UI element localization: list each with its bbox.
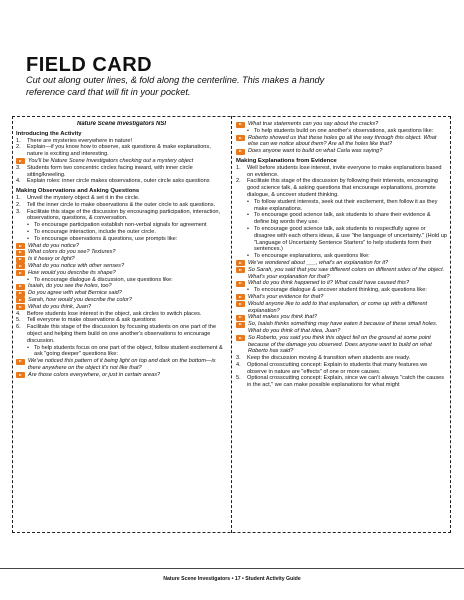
field-card-right-panel — [236, 121, 447, 389]
page-title: FIELD CARD — [26, 54, 153, 76]
step-number: 2. — [16, 201, 21, 208]
step-text: Before students lose interest in the object, ask circles to switch places. — [27, 310, 202, 317]
numbered-step — [16, 209, 227, 223]
bullet-item — [16, 345, 227, 359]
bullet-text: To follow student interests, seek out their excitement, then follow it as they make explanations. — [254, 198, 438, 212]
prompt-question — [236, 121, 447, 128]
step-text: Tell everyone to make observations & ask questions — [27, 317, 156, 324]
prompt-text: We've noticed this pattern of it being light on top and dark on the bottom—is there anywhere on the object it's not like that? — [28, 358, 216, 371]
bullet-item — [236, 226, 447, 253]
bullet-icon: • — [27, 276, 29, 283]
prompt-text: What true statements can you say about the cracks? — [248, 121, 379, 127]
speech-prompt-icon — [16, 263, 25, 269]
bullet-text: To encourage explanations, ask questions like: — [254, 253, 370, 260]
numbered-step — [16, 324, 227, 344]
numbered-step — [16, 144, 227, 158]
numbered-step — [236, 165, 447, 179]
prompt-text: What do you think happened to it? What could have caused this? — [248, 280, 410, 287]
field-card-left-panel — [16, 121, 227, 378]
step-text: Tell the inner circle to make observations & the outer circle to ask questions. — [27, 201, 216, 208]
prompt-text: What makes you think that? — [248, 314, 318, 321]
step-number: 6. — [16, 324, 21, 331]
step-text: Explain roles: inner circle makes observations, outer circle asks questions — [27, 178, 210, 185]
prompt-text: So Roberto, you said you think this object fell on the ground at some point because of the damage you observed. Does anyone want to build on what Roberto has said? — [248, 334, 432, 355]
bullet-item — [16, 229, 227, 236]
bullet-text: To help students focus on one part of the object, follow student excitement & ask "going deeper" questions like: — [34, 344, 223, 358]
speech-prompt-icon — [16, 270, 25, 276]
step-number: 2. — [236, 178, 241, 185]
prompt-question — [16, 263, 227, 270]
prompt-text: What's your evidence for that? — [248, 293, 324, 300]
prompt-text: We've wondered about ___, what's an explanation for it? — [248, 259, 389, 266]
section-heading: Making Explanations from Evidence — [236, 157, 337, 164]
prompt-question — [16, 290, 227, 297]
section-heading: Introducing the Activity — [16, 130, 82, 137]
prompt-text: Sarah, how would you describe the color? — [28, 296, 132, 303]
numbered-step — [236, 362, 447, 376]
bullet-icon: • — [247, 253, 249, 260]
bullet-icon: • — [27, 235, 29, 242]
speech-prompt-icon — [16, 158, 25, 164]
speech-prompt-icon — [236, 149, 245, 155]
bullet-text: To encourage dialogue & uncover student thinking, ask questions like: — [254, 287, 427, 294]
step-text: Optional crosscutting concept: Explain to students that many features we observe in nature are "effects" of one or more causes. — [247, 361, 428, 375]
page-footer: Nature Scene Investigators • 17 • Student Activity Guide — [163, 576, 301, 582]
section-heading: Making Observations and Asking Questions — [16, 188, 140, 195]
numbered-step — [236, 355, 447, 362]
bullet-icon: • — [247, 212, 249, 219]
bullet-text: To encourage dialogue & discussion, use questions like: — [34, 276, 173, 283]
speech-prompt-icon — [16, 243, 25, 249]
numbered-step — [236, 178, 447, 198]
prompt-text: So Sarah, you said that you saw different colors on different sides of the object. What's your explanation for that? — [248, 266, 445, 280]
prompt-text: What do you think, Juan? — [28, 303, 92, 310]
bullet-text: To encourage participation establish non-verbal signals for agreement — [34, 222, 207, 229]
step-text: Well before students lose interest, invite everyone to make explanations based on evidence. — [247, 164, 442, 178]
bullet-icon: • — [27, 228, 29, 235]
speech-prompt-icon — [16, 250, 25, 256]
speech-prompt-icon — [16, 297, 25, 303]
step-number: 5. — [16, 317, 21, 324]
prompt-question — [236, 280, 447, 287]
speech-prompt-icon — [16, 257, 25, 263]
page-subtitle: Cut out along outer lines, & fold along the centerline. This makes a handy reference card that will fit in your pocket. — [26, 75, 325, 97]
prompt-question — [16, 358, 227, 372]
speech-prompt-icon — [16, 359, 25, 365]
prompt-text: Is it heavy or light? — [28, 256, 75, 263]
footer-rule — [0, 568, 464, 569]
bullet-icon: • — [247, 127, 249, 134]
field-card-title: Nature Scene Investigators NSI — [76, 121, 167, 127]
speech-prompt-icon — [236, 301, 245, 307]
step-number: 4. — [16, 310, 21, 317]
speech-prompt-icon — [16, 304, 25, 310]
prompt-question — [236, 335, 447, 355]
prompt-question — [16, 304, 227, 311]
bullet-icon: • — [247, 287, 249, 294]
bullet-text: To encourage interaction, include the outer circle. — [34, 228, 156, 235]
bullet-item — [236, 253, 447, 260]
prompt-question — [236, 314, 447, 321]
prompt-text: Do you agree with what Bernice said? — [28, 290, 122, 297]
step-text: Students form two concentric circles facing inward, with inner circle sitting/kneeling. — [27, 164, 193, 178]
bullet-text: To encourage observations & questions, use prompts like: — [34, 235, 178, 242]
step-number: 4. — [236, 361, 241, 368]
step-text: Keep the discussion moving & transition when students are ready. — [247, 355, 411, 362]
prompt-question — [236, 321, 447, 335]
prompt-text: Would anyone like to add to that explanation, or come up with a different explanation? — [248, 300, 428, 314]
prompt-question — [236, 135, 447, 149]
step-text: Facilitate this stage of the discussion by following their interests, encouraging good science talk, & asking questions that encourage explanations, promote dialogue, & uncover student thinking. — [247, 178, 438, 198]
speech-prompt-icon — [16, 372, 25, 378]
prompt-text: What colors do you see? Textures? — [28, 249, 116, 256]
numbered-step — [16, 202, 227, 209]
prompt-question — [16, 249, 227, 256]
bullet-icon: • — [27, 344, 29, 351]
prompt-question — [236, 148, 447, 155]
step-text: Facilitate this stage of the discussion by focusing students on one part of the object and helping them build on one another's observations to encourage discussion. — [27, 324, 217, 344]
bullet-icon: • — [247, 225, 249, 232]
step-text: Optional crosscutting concept: Explain, since we can't always "catch the causes in the act," we can make possible explanations for what might — [247, 375, 445, 389]
prompt-text: You'll be Nature Scene Investigators checking out a mystery object — [28, 157, 194, 164]
numbered-step — [16, 311, 227, 318]
prompt-question — [16, 158, 227, 165]
bullet-icon: • — [247, 198, 249, 205]
numbered-step — [16, 165, 227, 179]
prompt-question — [16, 283, 227, 290]
step-number: 5. — [236, 375, 241, 382]
prompt-question — [16, 243, 227, 250]
prompt-question — [236, 301, 447, 315]
prompt-question — [16, 256, 227, 263]
speech-prompt-icon — [16, 291, 25, 297]
speech-prompt-icon — [236, 335, 245, 341]
prompt-question — [236, 294, 447, 301]
step-number: 1. — [16, 194, 21, 201]
bullet-text: To encourage good science talk, ask students to share their evidence & define big words they use. — [254, 212, 431, 226]
bullet-item — [236, 212, 447, 226]
step-text: Facilitate this stage of the discussion by encouraging participation, interaction, observations, questions, & conversation. — [27, 208, 221, 222]
prompt-text: Does anyone want to build on what Carla was saying? — [248, 148, 383, 155]
speech-prompt-icon — [236, 135, 245, 141]
step-number: 1. — [236, 164, 241, 171]
speech-prompt-icon — [236, 267, 245, 273]
numbered-step — [236, 375, 447, 389]
speech-prompt-icon — [236, 260, 245, 266]
speech-prompt-icon — [236, 315, 245, 321]
numbered-step — [16, 178, 227, 185]
prompt-question — [16, 372, 227, 379]
bullet-item — [236, 199, 447, 213]
bullet-item — [16, 222, 227, 229]
prompt-text: How would you describe its shape? — [28, 269, 116, 276]
speech-prompt-icon — [236, 294, 245, 300]
speech-prompt-icon — [236, 122, 245, 128]
speech-prompt-icon — [236, 281, 245, 287]
speech-prompt-icon — [16, 284, 25, 290]
prompt-question — [236, 260, 447, 267]
prompt-question — [16, 270, 227, 277]
step-number: 4. — [16, 178, 21, 185]
step-text: Unveil the mystery object & set it in the circle. — [27, 194, 140, 201]
bullet-item — [236, 287, 447, 294]
prompt-text: Are those colors everywhere, or just in certain areas? — [28, 371, 161, 378]
step-number: 3. — [236, 355, 241, 362]
prompt-question — [16, 297, 227, 304]
prompt-text: Roberto showed us that these holes go all the way through this object. What else can we notice about them? Are all the holes like that? — [248, 134, 437, 148]
field-card-fold-line — [231, 116, 232, 533]
step-number: 2. — [16, 144, 21, 151]
prompt-question — [236, 267, 447, 281]
bullet-item — [16, 236, 227, 243]
bullet-icon: • — [27, 222, 29, 229]
step-text: Explain—if you know how to observe, ask questions & make explanations, nature is exciting and interesting. — [27, 144, 211, 158]
bullet-text: To help students build on one another's observations, ask questions like: — [254, 127, 434, 134]
step-text: There are mysteries everywhere in nature! — [27, 137, 133, 144]
prompt-text: What do you notice? — [28, 242, 79, 249]
bullet-item — [236, 128, 447, 135]
speech-prompt-icon — [236, 322, 245, 328]
prompt-text: What do you notice with other senses? — [28, 262, 125, 269]
numbered-step — [16, 195, 227, 202]
prompt-text: Isaiah, do you see the holes, too? — [28, 283, 112, 290]
numbered-step — [16, 317, 227, 324]
bullet-text: To encourage good science talk, ask students to respectfully agree or disagree with each others ideas, & use "the language of uncertainty." (Hold up "Language of Uncertainty Sentence Starters" to help students form their sentences.) — [254, 225, 447, 253]
numbered-step — [16, 138, 227, 145]
step-number: 3. — [16, 208, 21, 215]
step-number: 3. — [16, 164, 21, 171]
prompt-text: So, Isaiah thinks something may have eaten it because of these small holes. What do you think of that idea, Juan? — [248, 321, 438, 334]
bullet-item — [16, 277, 227, 284]
step-number: 1. — [16, 137, 21, 144]
